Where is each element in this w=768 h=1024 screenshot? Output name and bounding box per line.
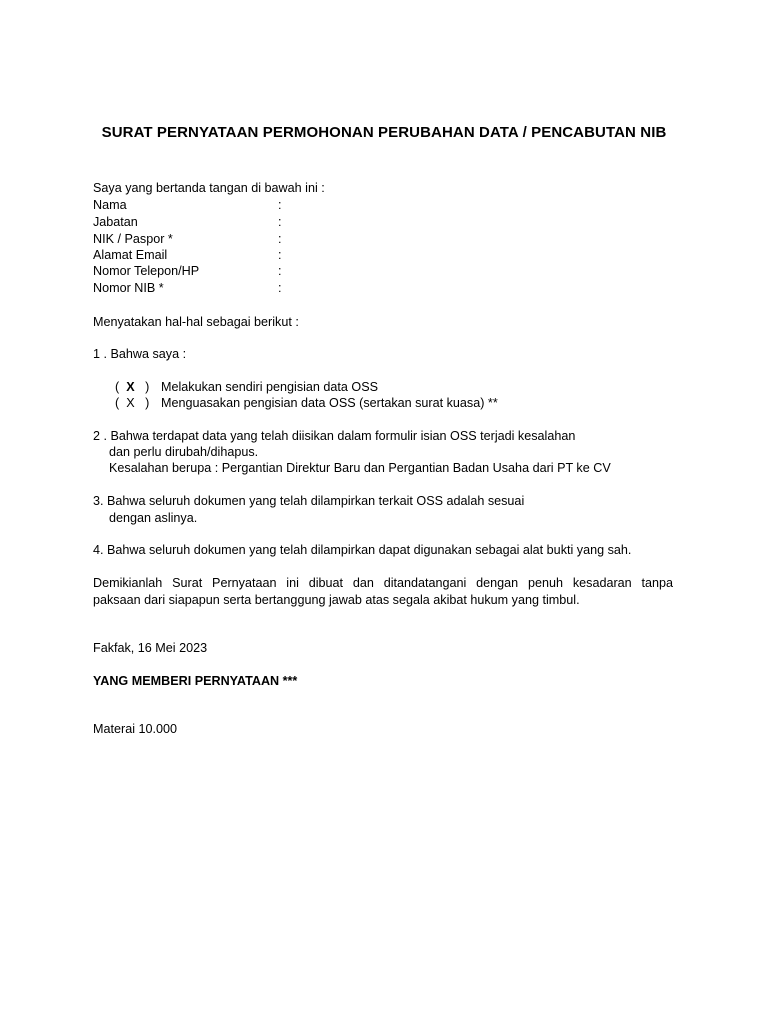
closing-paragraph (93, 575, 673, 608)
paren-close: ) (145, 396, 150, 410)
point2-line1: 2 . Bahwa terdapat data yang telah diisikan dalam formulir isian OSS terjadi kesalahan (93, 429, 576, 443)
option-text-self: Melakukan sendiri pengisian data OSS (161, 380, 379, 394)
paren-open: ( (115, 396, 120, 410)
field-label-nik-paspor: NIK / Paspor * (93, 232, 173, 246)
option-row (115, 395, 149, 411)
field-label-nama: Nama (93, 198, 127, 212)
point2-line2: dan perlu dirubah/dihapus. (109, 445, 259, 459)
checkbox-mark: X (126, 380, 135, 394)
point1-heading: 1 . Bahwa saya : (93, 347, 187, 361)
field-label-jabatan: Jabatan (93, 215, 138, 229)
checkbox-mark: X (126, 396, 135, 410)
paren-open: ( (115, 380, 120, 394)
point2-line3: Kesalahan berupa : Pergantian Direktur Baru dan Pergantian Badan Usaha dari PT ke CV (109, 461, 611, 475)
paren-close: ) (145, 380, 150, 394)
signer-label: YANG MEMBERI PERNYATAAN *** (93, 674, 298, 688)
place-date: Fakfak, 16 Mei 2023 (93, 641, 208, 655)
field-label-alamat-email: Alamat Email (93, 248, 168, 262)
closing-line2: paksaan dari siapapun serta bertanggung jawab atas segala akibat hukum yang timbul. (93, 592, 580, 607)
field-colon: : (278, 198, 282, 212)
option-row (115, 379, 149, 395)
stamp-label: Materai 10.000 (93, 722, 178, 736)
point3-line2: dengan aslinya. (109, 511, 198, 525)
field-colon: : (278, 281, 282, 295)
point4-line1: 4. Bahwa seluruh dokumen yang telah dilampirkan dapat digunakan sebagai alat bukti yang sah. (93, 543, 632, 557)
intro-text: Saya yang bertanda tangan di bawah ini : (93, 181, 325, 195)
field-colon: : (278, 248, 282, 262)
field-colon: : (278, 215, 282, 229)
point3-line1: 3. Bahwa seluruh dokumen yang telah dilampirkan terkait OSS adalah sesuai (93, 494, 525, 508)
option-text-proxy: Menguasakan pengisian data OSS (sertakan surat kuasa) ** (161, 396, 498, 410)
field-colon: : (278, 232, 282, 246)
field-label-nomor-nib: Nomor NIB * (93, 281, 164, 295)
field-colon: : (278, 264, 282, 278)
document-title: SURAT PERNYATAAN PERMOHONAN PERUBAHAN DATA / PENCABUTAN NIB (101, 124, 667, 141)
closing-line1: Demikianlah Surat Pernyataan ini dibuat dan ditandatangani dengan penuh kesadaran tanpa (93, 576, 673, 590)
statement-intro: Menyatakan hal-hal sebagai berikut : (93, 315, 299, 329)
field-label-nomor-telepon: Nomor Telepon/HP (93, 264, 200, 278)
